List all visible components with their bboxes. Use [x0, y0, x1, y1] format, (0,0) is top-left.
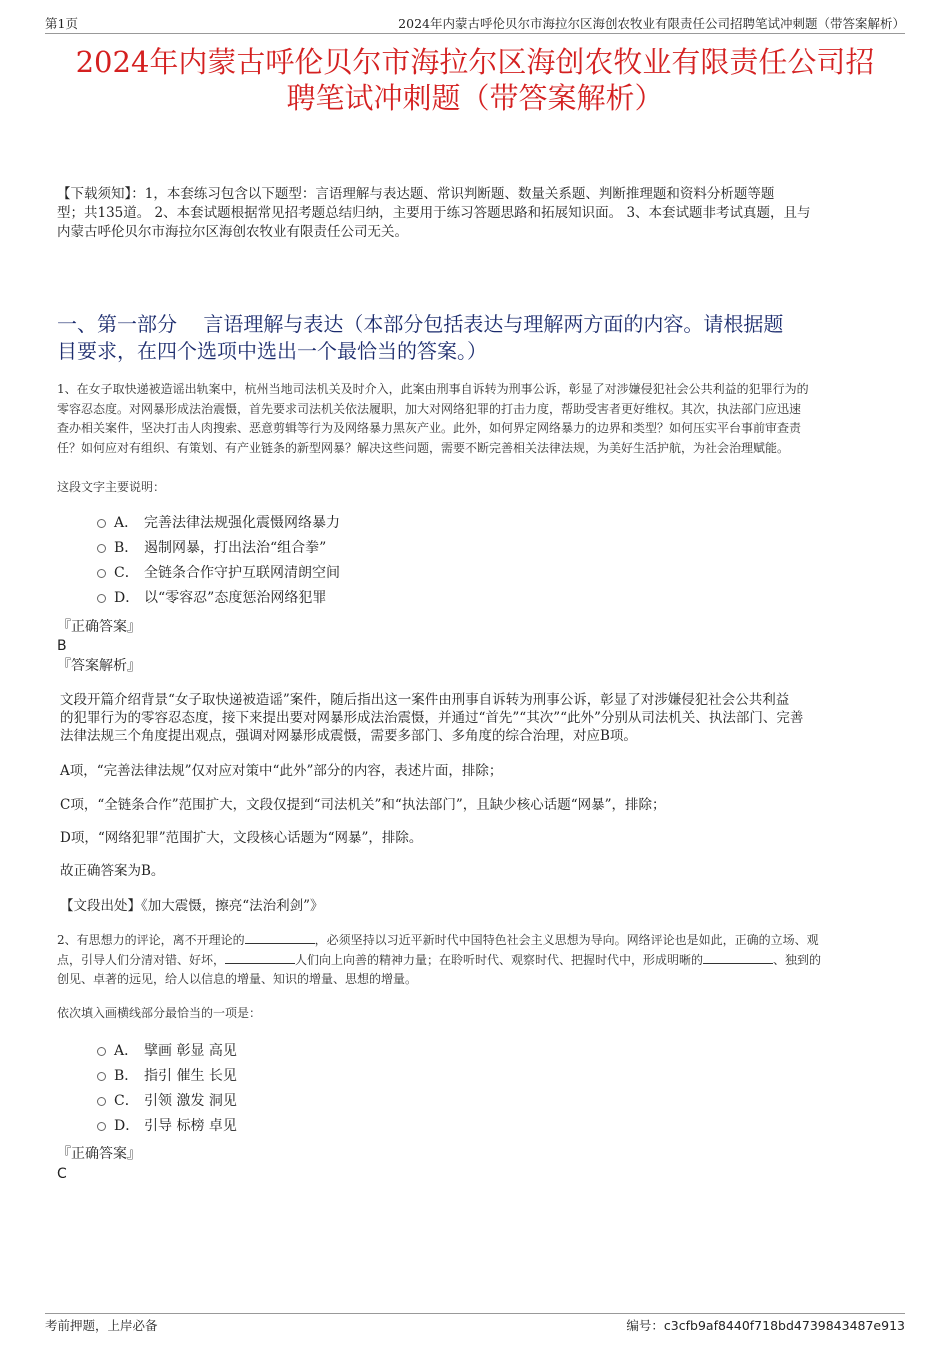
- analysis-conclusion: 故正确答案为B。: [60, 863, 165, 879]
- option-letter: C．: [114, 1092, 139, 1109]
- option-letter: B．: [114, 539, 139, 556]
- question-1-prompt: 这段文字主要说明：: [57, 480, 166, 494]
- title-line-1: 2024年内蒙古呼伦贝尔市海拉尔区海创农牧业有限责任公司招: [75, 45, 875, 79]
- code-label: 编号：: [626, 1318, 664, 1333]
- radio-icon[interactable]: [97, 1047, 106, 1056]
- page-footer: [45, 1313, 905, 1335]
- question-1-options: [97, 509, 340, 609]
- title-line-2: 聘笔试冲刺题（带答案解析）: [286, 81, 664, 115]
- analysis-option-d: D项，“网络犯罪”范围扩大，文段核心话题为“网暴”，排除。: [60, 830, 423, 846]
- radio-icon[interactable]: [97, 569, 106, 578]
- question-1-text: [57, 380, 908, 458]
- fill-blank: [225, 952, 295, 964]
- text-source: 【文段出处】《加大震慑，擦亮“法治利剑”》: [60, 898, 324, 914]
- question-1-line: 查办相关案件，坚决打击人肉搜索、恶意剪辑等行为及网络暴力黑灰产业。此外，如何界定网络暴力的边界和类型？如何压实平台事前审查责: [57, 421, 802, 435]
- option-a[interactable]: [97, 1037, 237, 1062]
- option-letter: A．: [114, 1042, 139, 1059]
- option-a[interactable]: [97, 509, 340, 534]
- notice-line-1: 【下载须知】：1，本套练习包含以下题型：言语理解与表达题、常识判断题、数量关系题、判断推理题和资料分析题等题: [57, 186, 775, 202]
- header-doc-name: 2024年内蒙古呼伦贝尔市海拉尔区海创农牧业有限责任公司招聘笔试冲刺题（带答案解析）: [398, 16, 905, 31]
- footer-slogan: 考前押题，上岸必备: [45, 1318, 158, 1333]
- radio-icon[interactable]: [97, 519, 106, 528]
- option-c[interactable]: [97, 559, 340, 584]
- download-notice: [57, 185, 908, 242]
- radio-icon[interactable]: [97, 1097, 106, 1106]
- question-2-prompt: 依次填入画横线部分最恰当的一项是：: [57, 1006, 262, 1020]
- question-1-line: 零容忍态度。对网暴形成法治震慑，首先要求司法机关依法履职，加大对网络犯罪的打击力度，帮助受害者更好维权。其次，执法部门应迅速: [57, 401, 802, 416]
- question-2-options: [97, 1037, 237, 1137]
- option-c[interactable]: [97, 1087, 237, 1112]
- page-header: [45, 12, 905, 34]
- radio-icon[interactable]: [97, 594, 106, 603]
- text-segment: ，必须坚持以习近平新时代中国特色社会主义思想为导向。网络评论也是如此，正确的立场、观: [314, 933, 819, 947]
- analysis-line: 文段开篇介绍背景“女子取快递被造谣”案件，随后指出这一案件由刑事自诉转为刑事公诉，彰显了对涉嫌侵犯社会公共利益: [60, 692, 790, 708]
- option-text: 指引 催生 长见: [144, 1067, 237, 1084]
- analysis-option-a: A项，“完善法律法规”仅对应对策中“此外”部分的内容，表述片面，排除；: [60, 763, 503, 779]
- analysis-option-c: C项，“全链条合作”范围扩大，文段仅提到“司法机关”和“执法部门”，且缺少核心话题“网暴”，排除；: [60, 797, 666, 813]
- text-segment: 人们向上向善的精神力量；在聆听时代、观察时代、把握时代中，形成明晰的: [295, 952, 704, 967]
- code-value: c3cfb9af8440f718bd4739843487e913: [663, 1318, 905, 1333]
- question-2-line: [57, 951, 908, 971]
- question-2-line: 创见、卓著的远见，给人以信息的增量、知识的增量、思想的增量。: [57, 972, 418, 986]
- option-letter: C．: [114, 564, 139, 581]
- option-b[interactable]: [97, 534, 340, 559]
- section-heading: [57, 311, 908, 365]
- analysis-line: 法律法规三个角度提出观点，强调对网暴形成震慑，需要多部门、多角度的综合治理，对应B项。: [60, 728, 637, 744]
- question-1-line: 任？如何应对有组织、有策划、有产业链条的新型网暴？解决这些问题，需要不断完善相关法律法规，为美好生活护航，为社会治理赋能。: [57, 440, 790, 455]
- option-letter: A．: [114, 514, 139, 531]
- question-1-line: 1、在女子取快递被造谣出轨案中，杭州当地司法机关及时介入，此案由刑事自诉转为刑事公诉，彰显了对涉嫌侵犯社会公共利益的犯罪行为的: [57, 382, 809, 396]
- option-text: 引领 激发 洞见: [144, 1092, 237, 1109]
- option-text: 完善法律法规强化震慑网络暴力: [144, 514, 340, 531]
- page-number: 第1页: [45, 16, 78, 31]
- section-heading-line-2: 目要求，在四个选项中选出一个最恰当的答案。）: [57, 339, 487, 363]
- analysis-text: [60, 691, 908, 745]
- radio-icon[interactable]: [97, 1122, 106, 1131]
- text-segment: 、独到的: [773, 952, 822, 967]
- answer-value: C: [57, 1166, 67, 1182]
- document-title: [45, 44, 905, 116]
- radio-icon[interactable]: [97, 544, 106, 553]
- option-d[interactable]: [97, 584, 340, 609]
- radio-icon[interactable]: [97, 1072, 106, 1081]
- answer-value: B: [57, 638, 67, 654]
- option-text: 遏制网暴，打出法治“组合拳”: [144, 539, 327, 556]
- answer-label: 『正确答案』: [57, 619, 141, 635]
- analysis-label: 『答案解析』: [57, 658, 141, 674]
- option-text: 全链条合作守护互联网清朗空间: [144, 564, 340, 581]
- fill-blank: [245, 932, 315, 944]
- answer-label: 『正确答案』: [57, 1146, 141, 1162]
- question-2-text: [57, 931, 908, 990]
- option-b[interactable]: [97, 1062, 237, 1087]
- option-text: 以“零容忍”态度惩治网络犯罪: [144, 589, 327, 606]
- option-text: 引导 标榜 卓见: [144, 1117, 237, 1134]
- option-letter: D．: [114, 1117, 140, 1134]
- fill-blank: [703, 952, 773, 964]
- option-text: 擘画 彰显 高见: [144, 1042, 237, 1059]
- notice-line-2: 型；共135道。 2、本套试题根据常见招考题总结归纳，主要用于练习答题思路和拓展知识面。 3、本套试题非考试真题，且与: [57, 205, 811, 221]
- footer-code: [626, 1316, 905, 1334]
- notice-line-3: 内蒙古呼伦贝尔市海拉尔区海创农牧业有限责任公司无关。: [57, 224, 408, 240]
- text-segment: 2、有思想力的评论，离不开理论的: [57, 933, 245, 947]
- option-letter: D．: [114, 589, 140, 606]
- analysis-line: 的犯罪行为的零容忍态度，接下来提出要对网暴形成法治震慑，并通过“首先”“其次”“此外”分别从司法机关、执法部门、完善: [60, 710, 804, 726]
- option-d[interactable]: [97, 1112, 237, 1137]
- option-letter: B．: [114, 1067, 139, 1084]
- text-segment: 点，引导人们分清对错、好坏，: [57, 952, 226, 967]
- question-2-line: [57, 931, 908, 951]
- section-heading-line-1: 一、第一部分 言语理解与表达（本部分包括表达与理解两方面的内容。请根据题: [57, 312, 784, 336]
